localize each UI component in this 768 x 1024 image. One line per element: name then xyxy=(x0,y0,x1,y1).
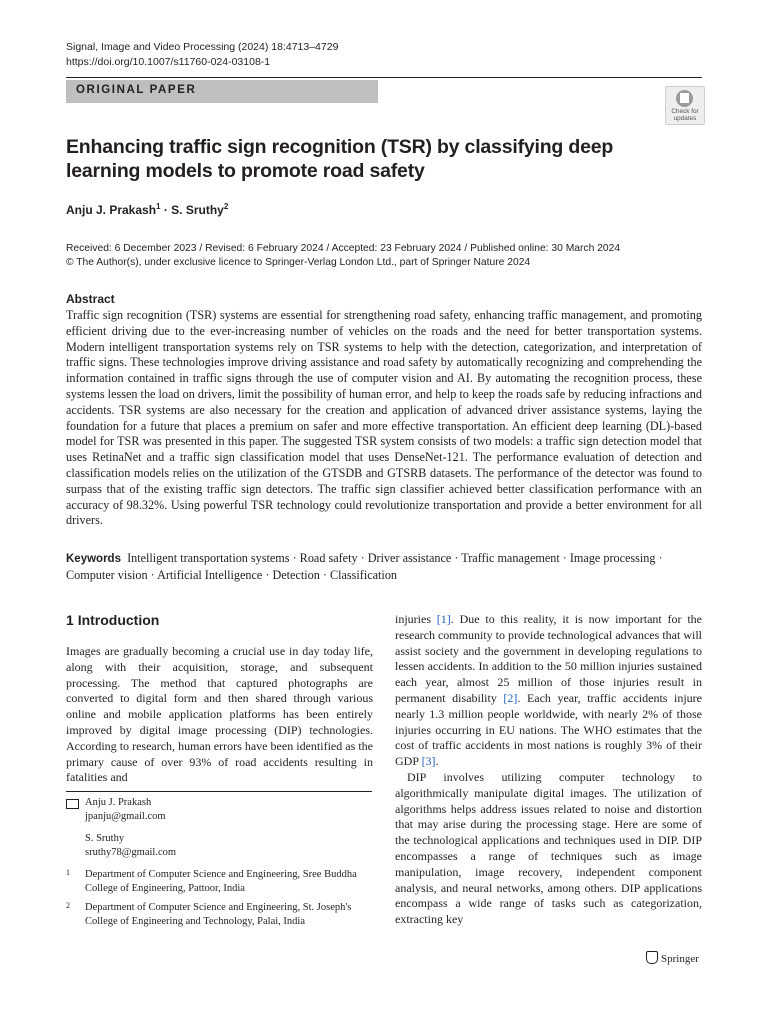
corresponding-author-email[interactable]: jpanju@gmail.com xyxy=(85,811,166,822)
publication-history xyxy=(66,242,620,270)
intro-left-column xyxy=(66,644,373,786)
section-title: Introduction xyxy=(77,612,160,628)
affiliation-marker: 1 xyxy=(156,202,161,211)
abstract-text: Traffic sign recognition (TSR) systems are essential for strengthening road safety, enhancing traffic management, and promoting efficient driving due to the ever-increasing number of vehicles on the roads and the need for better transportation systems. Modern intelligent transportation systems rely on TSR systems to help with the detection, categorization, and interpretation of traffic signs. These technologies improve driving assistance and road safety by automatically recognizing and comprehending the information contained in traffic signs through the use of computer vision and AI. By automating the recognition process, these systems lessen the load on drivers, limit the possibility of human error, and help to keep the roads safe by reducing infractions and accidents. TSR systems are also necessary for the creation and application of advanced driver assistance systems, laying the foundation for a future that places a premium on safer and more effective transportation. An efficient deep learning (DL)-based model for TSR was presented in this paper. The suggested TSR system consists of two models: a traffic sign detection model that uses RetinaNet and a traffic sign classification model that uses DenseNet-121. The performance evaluation of detection and classification models relies on the utilization of the GTSDB and GTSRB datasets. The performance of the detector was found to surpass that of the existing traffic sign detectors. The traffic sign classifier achieved better classification performance with an accuracy of 98.32%. Using powerful TSR technology could revolutionize transportation and provide a better environment for all drivers. xyxy=(66,308,702,528)
intro-paragraph: DIP involves utilizing computer technology to algorithmically manipulate digital images. The utilization of algorithms helps address issues related to noise and distortion that may arise during the processing stage. Here are some of the technological applications and techniques used in DIP. DIP encompasses a range of techniques such as image manipulation, image recovery, independent component analysis, and neural networks, among others. DIP applications encompass a wide range of tasks such as categorization, extracting key xyxy=(395,769,702,927)
springer-horse-icon xyxy=(646,951,658,964)
intro-paragraph: Images are gradually becoming a crucial use in day today life, along with their acquisition, storage, and subsequent processing. The method that captured photographs are converted to digital form and then shared through various online and mobile application platforms has been entirely improved by digital image processing (DIP) technologies. According to research, human errors have been identified as the primary cause of over 93% of road accidents resulting in fatalities and xyxy=(66,644,373,785)
check-updates-line1: Check for xyxy=(671,108,699,115)
journal-header xyxy=(66,40,338,70)
keywords-label: Keywords xyxy=(66,553,121,565)
corresponding-author-email[interactable]: sruthy78@gmail.com xyxy=(85,847,177,858)
affiliation-number: 2 xyxy=(66,901,70,910)
author-list xyxy=(66,202,228,217)
dates-line: Received: 6 December 2023 / Revised: 6 February 2024 / Accepted: 23 February 2024 / Published online: 30 March 2024 xyxy=(66,243,621,254)
article-type-label: ORIGINAL PAPER xyxy=(76,84,197,96)
footnote-rule xyxy=(66,791,372,792)
keywords-list: Intelligent transportation systems · Road safety · Driver assistance · Traffic management · Image processing · Computer vision · Artificial Intelligence · Detection · Classification xyxy=(66,551,663,582)
affiliation-number: 1 xyxy=(66,868,70,877)
paper-title: Enhancing traffic sign recognition (TSR) by classifying deep learning models to promote road safety xyxy=(66,136,614,182)
intro-paragraph: injuries [1]. Due to this reality, it is now important for the research community to provide technological advances that will assist society and the government in developing regulations to lessen accidents. In addition to the 50 million injuries sustained each year, almost 25 million of those injuries result in permanent disability [2]. Each year, traffic accidents injure nearly 1.3 million people worldwide, with nearly 2% of those injuries occurring in EU nations. The WHO estimates that the cost of traffic accidents in most nations is roughly 3% of their GDP [3]. xyxy=(395,612,703,769)
publisher-logo xyxy=(646,951,699,965)
envelope-icon xyxy=(66,799,79,809)
publisher-name: Springer xyxy=(661,953,699,965)
affiliation-1 xyxy=(66,868,376,898)
check-for-updates-button[interactable] xyxy=(665,86,705,125)
abstract-heading: Abstract xyxy=(66,292,115,306)
reference-link[interactable]: [3] xyxy=(421,754,436,769)
author-separator: · xyxy=(160,203,172,217)
doi-link[interactable]: https://doi.org/10.1007/s11760-024-03108-1 xyxy=(66,56,271,68)
section-heading xyxy=(66,612,159,628)
author-name[interactable]: S. Sruthy xyxy=(171,203,224,217)
reference-link[interactable]: [1] xyxy=(436,612,451,626)
corresponding-author-name: S. Sruthy xyxy=(85,833,125,844)
affiliation-text: Department of Computer Science and Engineering, St. Joseph's College of Engineering and Technology, Palai, India xyxy=(85,902,352,927)
reference-link[interactable]: [2] xyxy=(503,690,518,705)
section-number: 1 xyxy=(66,612,74,628)
check-updates-line2: updates xyxy=(673,115,697,122)
affiliation-2 xyxy=(66,901,376,931)
article-type-bar xyxy=(66,80,378,103)
header-rule xyxy=(66,77,702,78)
corresponding-author-name: Anju J. Prakash xyxy=(85,797,152,808)
copyright-line: © The Author(s), under exclusive licence to Springer-Verlag London Ltd., part of Springer Nature 2024 xyxy=(66,257,531,268)
journal-citation: Signal, Image and Video Processing (2024) 18:4713–4729 xyxy=(66,41,339,53)
affiliation-marker: 2 xyxy=(223,202,229,211)
affiliation-text: Department of Computer Science and Engineering, Sree Buddha College of Engineering, Pattoor, India xyxy=(85,869,357,894)
author-name[interactable]: Anju J. Prakash xyxy=(66,203,157,217)
crossmark-icon xyxy=(676,90,693,107)
intro-right-column xyxy=(395,612,702,928)
keywords-block xyxy=(66,550,702,583)
